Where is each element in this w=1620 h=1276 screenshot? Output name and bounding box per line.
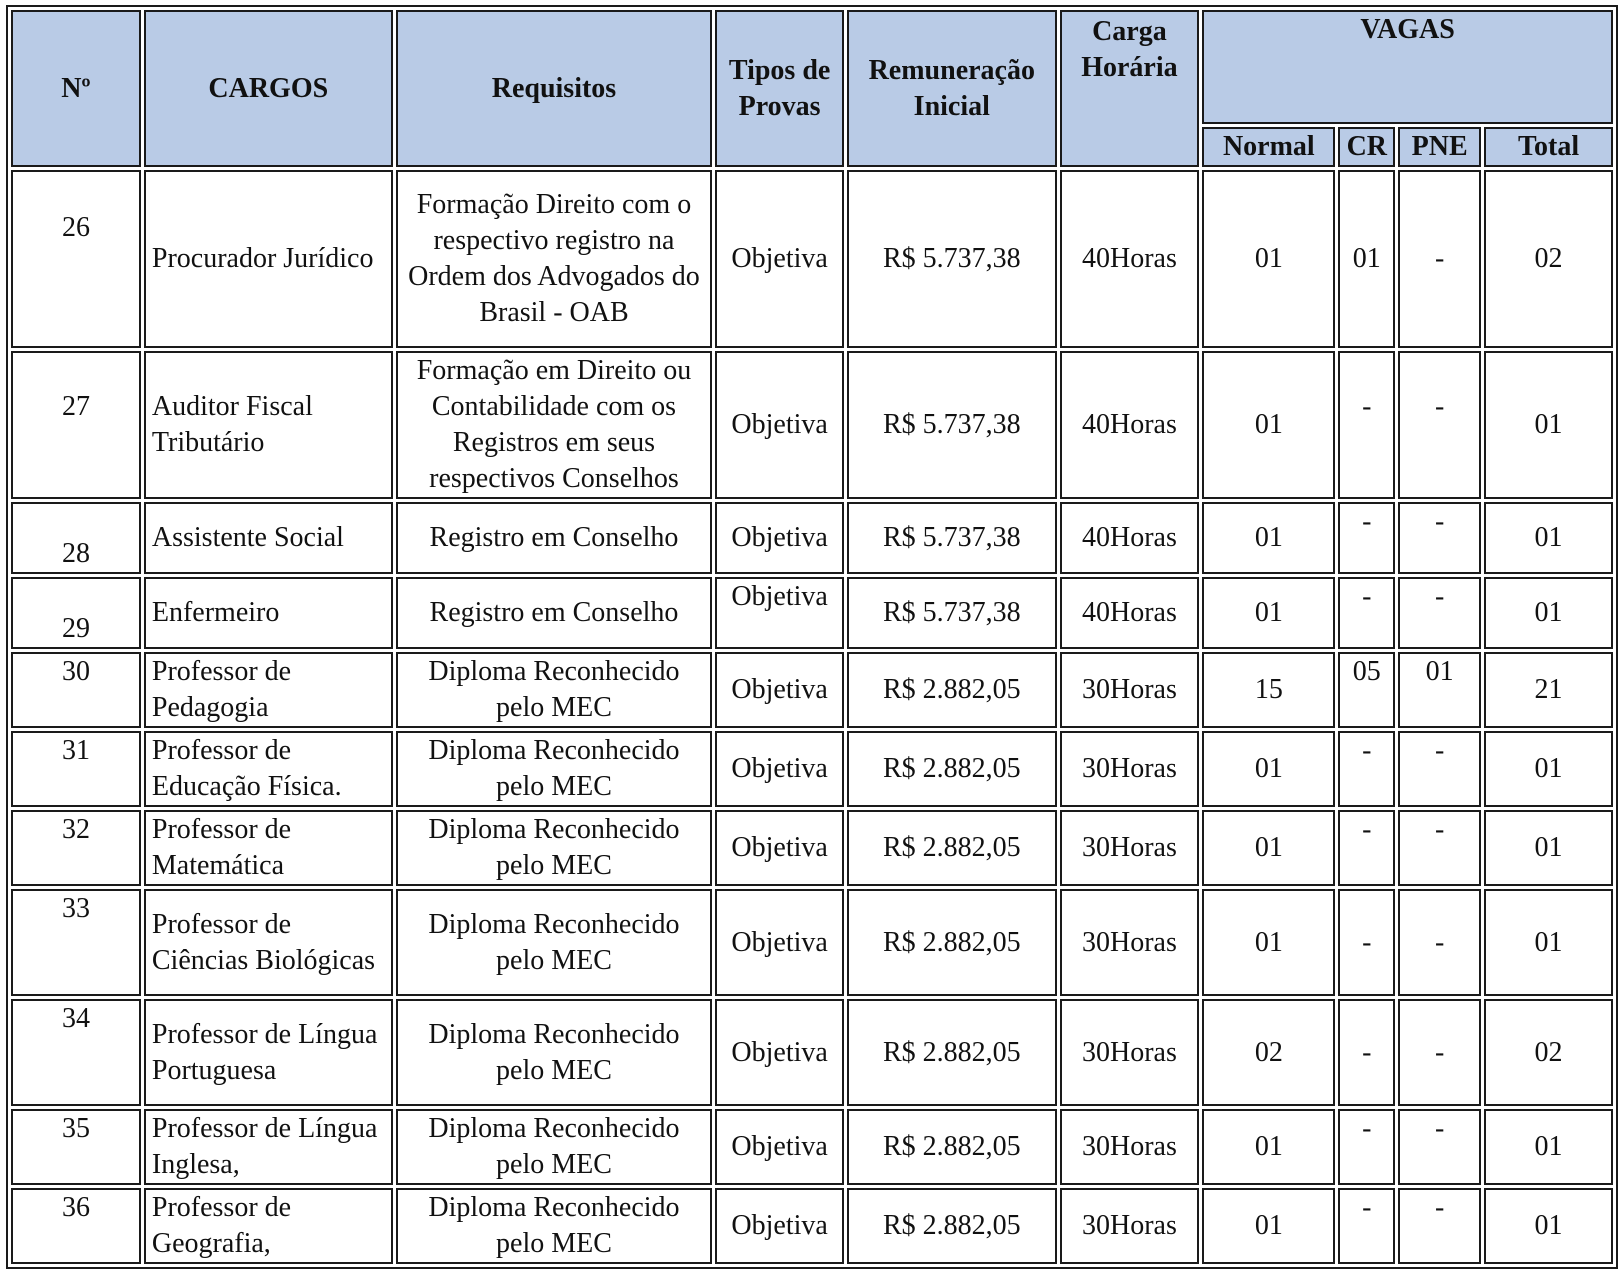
row-remuneracao: R$ 2.882,05 <box>847 652 1057 728</box>
row-requisitos: Registro em Conselho <box>396 502 713 574</box>
header-cr: CR <box>1338 127 1395 167</box>
table-row <box>11 577 1613 649</box>
row-vagas-total: 01 <box>1484 577 1613 649</box>
row-vagas-cr: - <box>1338 810 1395 886</box>
row-carga-horaria: 30Horas <box>1060 889 1200 996</box>
row-carga-horaria: 40Horas <box>1060 577 1200 649</box>
row-tipo-prova: Objetiva <box>715 577 844 649</box>
row-carga-horaria: 30Horas <box>1060 1188 1200 1264</box>
vacancies-table-wrapper <box>6 5 1618 1269</box>
row-vagas-pne: - <box>1398 999 1481 1106</box>
row-remuneracao: R$ 2.882,05 <box>847 999 1057 1106</box>
row-vagas-normal: 15 <box>1202 652 1335 728</box>
row-vagas-cr: - <box>1338 999 1395 1106</box>
row-remuneracao: R$ 2.882,05 <box>847 1109 1057 1185</box>
row-vagas-total: 01 <box>1484 1109 1613 1185</box>
row-vagas-normal: 01 <box>1202 170 1335 348</box>
row-tipo-prova: Objetiva <box>715 652 844 728</box>
row-cargo: Professor de Pedagogia <box>144 652 393 728</box>
header-carga-horaria: Carga Horária <box>1060 10 1200 167</box>
row-vagas-pne: - <box>1398 810 1481 886</box>
row-vagas-total: 01 <box>1484 502 1613 574</box>
row-tipo-prova: Objetiva <box>715 351 844 499</box>
row-number: 35 <box>11 1109 141 1185</box>
row-number: 36 <box>11 1188 141 1264</box>
row-tipo-prova: Objetiva <box>715 170 844 348</box>
row-cargo: Professor de Língua Inglesa, <box>144 1109 393 1185</box>
table-row <box>11 1188 1613 1264</box>
row-cargo: Auditor Fiscal Tributário <box>144 351 393 499</box>
header-cargos: CARGOS <box>144 10 393 167</box>
header-total: Total <box>1484 127 1613 167</box>
row-number: 33 <box>11 889 141 996</box>
row-remuneracao: R$ 5.737,38 <box>847 502 1057 574</box>
row-carga-horaria: 30Horas <box>1060 731 1200 807</box>
table-row <box>11 999 1613 1106</box>
row-number: 27 <box>11 351 141 499</box>
row-tipo-prova: Objetiva <box>715 731 844 807</box>
row-vagas-total: 01 <box>1484 351 1613 499</box>
row-requisitos: Diploma Reconhecido pelo MEC <box>396 652 713 728</box>
header-normal: Normal <box>1202 127 1335 167</box>
row-vagas-normal: 01 <box>1202 1109 1335 1185</box>
row-tipo-prova: Objetiva <box>715 1109 844 1185</box>
row-vagas-cr: - <box>1338 351 1395 499</box>
row-vagas-total: 02 <box>1484 170 1613 348</box>
row-cargo: Professor de Educação Física. <box>144 731 393 807</box>
row-number: 32 <box>11 810 141 886</box>
row-vagas-cr: 01 <box>1338 170 1395 348</box>
row-requisitos: Diploma Reconhecido pelo MEC <box>396 889 713 996</box>
row-vagas-pne: 01 <box>1398 652 1481 728</box>
header-remuneracao-inicial: Remuneração Inicial <box>847 10 1057 167</box>
row-tipo-prova: Objetiva <box>715 889 844 996</box>
row-cargo: Professor de Língua Portuguesa <box>144 999 393 1106</box>
row-carga-horaria: 30Horas <box>1060 810 1200 886</box>
row-vagas-normal: 02 <box>1202 999 1335 1106</box>
row-vagas-total: 01 <box>1484 731 1613 807</box>
row-remuneracao: R$ 2.882,05 <box>847 1188 1057 1264</box>
row-vagas-normal: 01 <box>1202 810 1335 886</box>
row-vagas-normal: 01 <box>1202 1188 1335 1264</box>
row-cargo: Professor de Geografia, <box>144 1188 393 1264</box>
row-cargo: Assistente Social <box>144 502 393 574</box>
row-vagas-pne: - <box>1398 170 1481 348</box>
row-number: 34 <box>11 999 141 1106</box>
row-vagas-cr: - <box>1338 577 1395 649</box>
table-body <box>11 170 1613 1264</box>
vacancies-table <box>6 5 1618 1269</box>
row-vagas-total: 01 <box>1484 810 1613 886</box>
row-carga-horaria: 40Horas <box>1060 170 1200 348</box>
row-vagas-total: 01 <box>1484 1188 1613 1264</box>
row-tipo-prova: Objetiva <box>715 810 844 886</box>
row-remuneracao: R$ 2.882,05 <box>847 810 1057 886</box>
row-tipo-prova: Objetiva <box>715 999 844 1106</box>
row-cargo: Professor de Ciências Biológicas <box>144 889 393 996</box>
table-row <box>11 351 1613 499</box>
row-vagas-pne: - <box>1398 577 1481 649</box>
row-vagas-normal: 01 <box>1202 577 1335 649</box>
row-vagas-pne: - <box>1398 1109 1481 1185</box>
row-number: 29 <box>11 577 141 649</box>
row-remuneracao: R$ 5.737,38 <box>847 351 1057 499</box>
row-remuneracao: R$ 2.882,05 <box>847 889 1057 996</box>
row-vagas-cr: - <box>1338 731 1395 807</box>
row-vagas-total: 02 <box>1484 999 1613 1106</box>
row-remuneracao: R$ 5.737,38 <box>847 170 1057 348</box>
row-requisitos: Diploma Reconhecido pelo MEC <box>396 810 713 886</box>
row-vagas-cr: - <box>1338 889 1395 996</box>
row-cargo: Enfermeiro <box>144 577 393 649</box>
row-requisitos: Formação em Direito ou Contabilidade com os Registros em seus respectivos Conselhos <box>396 351 713 499</box>
row-requisitos: Diploma Reconhecido pelo MEC <box>396 1188 713 1264</box>
row-vagas-cr: - <box>1338 1109 1395 1185</box>
row-cargo: Professor de Matemática <box>144 810 393 886</box>
header-vagas: VAGAS <box>1202 10 1613 124</box>
row-carga-horaria: 40Horas <box>1060 502 1200 574</box>
row-carga-horaria: 30Horas <box>1060 652 1200 728</box>
table-row <box>11 731 1613 807</box>
row-tipo-prova: Objetiva <box>715 1188 844 1264</box>
table-row <box>11 889 1613 996</box>
row-carga-horaria: 40Horas <box>1060 351 1200 499</box>
row-remuneracao: R$ 2.882,05 <box>847 731 1057 807</box>
row-cargo: Procurador Jurídico <box>144 170 393 348</box>
row-vagas-pne: - <box>1398 1188 1481 1264</box>
row-remuneracao: R$ 5.737,38 <box>847 577 1057 649</box>
row-carga-horaria: 30Horas <box>1060 999 1200 1106</box>
header-num: Nº <box>11 10 141 167</box>
row-requisitos: Diploma Reconhecido pelo MEC <box>396 731 713 807</box>
row-carga-horaria: 30Horas <box>1060 1109 1200 1185</box>
header-tipos-de-provas: Tipos de Provas <box>715 10 844 167</box>
row-vagas-pne: - <box>1398 502 1481 574</box>
row-requisitos: Diploma Reconhecido pelo MEC <box>396 999 713 1106</box>
row-requisitos: Registro em Conselho <box>396 577 713 649</box>
row-vagas-pne: - <box>1398 889 1481 996</box>
row-number: 31 <box>11 731 141 807</box>
table-row <box>11 1109 1613 1185</box>
table-row <box>11 170 1613 348</box>
row-vagas-total: 21 <box>1484 652 1613 728</box>
row-requisitos: Formação Direito com o respectivo registro na Ordem dos Advogados do Brasil - OAB <box>396 170 713 348</box>
row-vagas-normal: 01 <box>1202 731 1335 807</box>
row-vagas-pne: - <box>1398 351 1481 499</box>
row-vagas-normal: 01 <box>1202 889 1335 996</box>
row-vagas-normal: 01 <box>1202 502 1335 574</box>
row-number: 26 <box>11 170 141 348</box>
row-vagas-normal: 01 <box>1202 351 1335 499</box>
row-requisitos: Diploma Reconhecido pelo MEC <box>396 1109 713 1185</box>
row-vagas-total: 01 <box>1484 889 1613 996</box>
table-row <box>11 502 1613 574</box>
row-vagas-cr: - <box>1338 1188 1395 1264</box>
row-vagas-cr: - <box>1338 502 1395 574</box>
row-number: 28 <box>11 502 141 574</box>
table-row <box>11 810 1613 886</box>
row-number: 30 <box>11 652 141 728</box>
header-requisitos: Requisitos <box>396 10 713 167</box>
row-vagas-cr: 05 <box>1338 652 1395 728</box>
table-row <box>11 652 1613 728</box>
table-header <box>11 10 1613 167</box>
row-vagas-pne: - <box>1398 731 1481 807</box>
header-pne: PNE <box>1398 127 1481 167</box>
row-tipo-prova: Objetiva <box>715 502 844 574</box>
